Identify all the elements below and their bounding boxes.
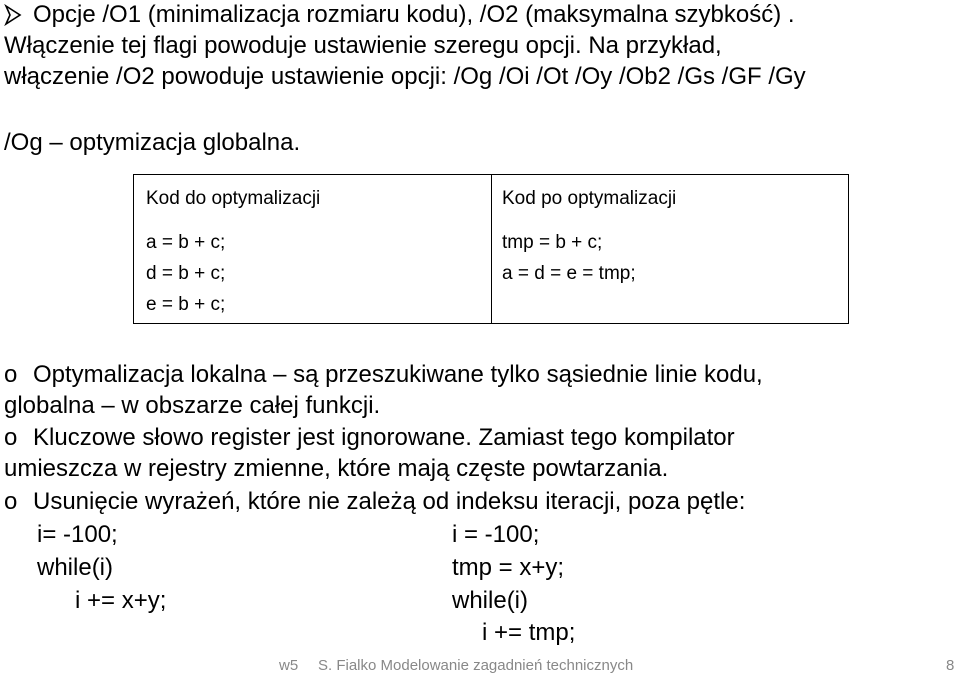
bullet-o-marker: o [4, 361, 18, 388]
code-comparison-table [133, 174, 849, 324]
code-after-line: a = d = e = tmp; [502, 263, 636, 284]
code-after-line: tmp = b + c; [502, 232, 603, 253]
code-before-line: d = b + c; [146, 263, 226, 284]
arrow-bullet-icon [4, 4, 22, 26]
code-before-line: e = b + c; [146, 294, 226, 315]
footer-week: w5 [279, 657, 299, 674]
bullet-o-marker: o [4, 488, 18, 515]
og-definition: /Og – optymizacja globalna. [4, 129, 301, 156]
bullet-1-line-2: Włączenie tej flagi powoduje ustawienie szeregu opcji. Na przykład, [4, 32, 722, 59]
table-header-after: Kod po optymalizacji [502, 188, 677, 209]
footer-title: S. Fialko Modelowanie zagadnień technicznych [318, 657, 634, 674]
bullet-2-line-1: Optymalizacja lokalna – są przeszukiwane tylko sąsiednie linie kodu, [33, 361, 763, 388]
loop-after-line: i += tmp; [482, 619, 576, 646]
bullet-3-line-2: umieszcza w rejestry zmienne, które mają częste powtarzania. [4, 455, 669, 482]
bullet-3-line-1: Kluczowe słowo register jest ignorowane. Zamiast tego kompilator [33, 424, 735, 451]
bullet-1-line-3: włączenie /O2 powoduje ustawienie opcji: /Og /Oi /Ot /Oy /Ob2 /Gs /GF /Gy [4, 63, 806, 90]
loop-before-line: while(i) [37, 554, 114, 581]
loop-after-line: tmp = x+y; [452, 554, 565, 581]
bullet-o-marker: o [4, 424, 18, 451]
bullet-2-line-2: globalna – w obszarze całej funkcji. [4, 392, 381, 419]
loop-after-line: i = -100; [452, 521, 540, 548]
code-before-line: a = b + c; [146, 232, 226, 253]
table-divider [491, 175, 492, 323]
loop-before-line: i += x+y; [75, 587, 167, 614]
bullet-1-line-1: Opcje /O1 (minimalizacja rozmiaru kodu), /O2 (maksymalna szybkość) . [33, 1, 795, 28]
footer-page-number: 8 [946, 657, 955, 674]
bullet-4-line-1: Usunięcie wyrażeń, które nie zależą od indeksu iteracji, poza pętle: [33, 488, 746, 515]
loop-after-line: while(i) [452, 587, 529, 614]
table-header-before: Kod do optymalizacji [146, 188, 321, 209]
loop-before-line: i= -100; [37, 521, 118, 548]
